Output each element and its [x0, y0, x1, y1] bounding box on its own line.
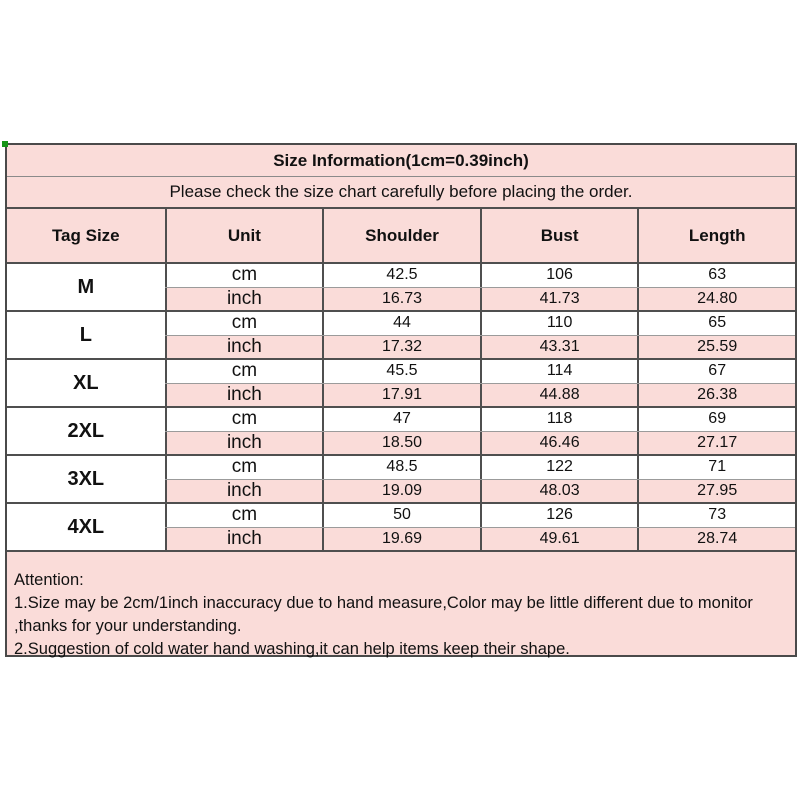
- shoulder-value: 17.32: [322, 336, 480, 359]
- bust-value: 106: [480, 264, 638, 287]
- tag-size-cell: 2XL: [7, 408, 165, 454]
- unit-cell: cm: [165, 504, 323, 527]
- inch-row: [165, 384, 795, 407]
- bust-value: 118: [480, 408, 638, 431]
- attention-line: 1.Size may be 2cm/1inch inaccuracy due to hand measure,Color may be little different due to monitor: [14, 594, 753, 612]
- inch-row: [165, 480, 795, 503]
- column-header-length: Length: [637, 209, 795, 262]
- inch-row: [165, 432, 795, 455]
- attention-line: 2.Suggestion of cold water hand washing,it can help items keep their shape.: [14, 640, 570, 658]
- shoulder-value: 19.69: [322, 528, 480, 551]
- size-row-group-m: [7, 262, 795, 310]
- unit-cell: inch: [165, 336, 323, 359]
- shoulder-value: 19.09: [322, 480, 480, 503]
- inch-row: [165, 528, 795, 551]
- bust-value: 48.03: [480, 480, 638, 503]
- size-row-group-l: [7, 310, 795, 358]
- length-value: 27.17: [637, 432, 795, 455]
- unit-cell: cm: [165, 408, 323, 431]
- shoulder-value: 18.50: [322, 432, 480, 455]
- unit-cell: cm: [165, 312, 323, 335]
- shoulder-value: 42.5: [322, 264, 480, 287]
- shoulder-value: 16.73: [322, 288, 480, 311]
- unit-cell: cm: [165, 360, 323, 383]
- bust-value: 122: [480, 456, 638, 479]
- bust-value: 41.73: [480, 288, 638, 311]
- shoulder-value: 48.5: [322, 456, 480, 479]
- length-value: 65: [637, 312, 795, 335]
- unit-cell: cm: [165, 264, 323, 287]
- length-value: 25.59: [637, 336, 795, 359]
- tag-size-cell: XL: [7, 360, 165, 406]
- inch-row: [165, 336, 795, 359]
- length-value: 26.38: [637, 384, 795, 407]
- column-header-bust: Bust: [480, 209, 638, 262]
- shoulder-value: 47: [322, 408, 480, 431]
- bust-value: 110: [480, 312, 638, 335]
- table-title: Size Information(1cm=0.39inch): [7, 145, 795, 177]
- cm-row: [165, 264, 795, 288]
- length-value: 73: [637, 504, 795, 527]
- bust-value: 44.88: [480, 384, 638, 407]
- cm-row: [165, 504, 795, 528]
- table-subtitle: Please check the size chart carefully before placing the order.: [7, 177, 795, 209]
- unit-cell: inch: [165, 384, 323, 407]
- cm-row: [165, 312, 795, 336]
- column-header-unit: Unit: [165, 209, 323, 262]
- shoulder-value: 17.91: [322, 384, 480, 407]
- unit-cell: inch: [165, 480, 323, 503]
- size-table: [5, 143, 797, 657]
- unit-cell: cm: [165, 456, 323, 479]
- inch-row: [165, 288, 795, 311]
- attention-note: [7, 550, 795, 658]
- bust-value: 43.31: [480, 336, 638, 359]
- length-value: 71: [637, 456, 795, 479]
- length-value: 69: [637, 408, 795, 431]
- bust-value: 126: [480, 504, 638, 527]
- length-value: 67: [637, 360, 795, 383]
- unit-cell: inch: [165, 528, 323, 551]
- length-value: 28.74: [637, 528, 795, 551]
- column-header-shoulder: Shoulder: [322, 209, 480, 262]
- unit-cell: inch: [165, 288, 323, 311]
- cm-row: [165, 408, 795, 432]
- attention-line: Attention:: [14, 571, 84, 589]
- table-header-row: [7, 209, 795, 262]
- shoulder-value: 44: [322, 312, 480, 335]
- tag-size-cell: 3XL: [7, 456, 165, 502]
- shoulder-value: 50: [322, 504, 480, 527]
- corner-marker: [2, 141, 8, 147]
- tag-size-cell: 4XL: [7, 504, 165, 550]
- size-row-group-2xl: [7, 406, 795, 454]
- length-value: 63: [637, 264, 795, 287]
- column-header-tag-size: Tag Size: [51, 225, 120, 245]
- length-value: 24.80: [637, 288, 795, 311]
- cm-row: [165, 360, 795, 384]
- attention-line: ,thanks for your understanding.: [14, 617, 242, 635]
- tag-size-cell: L: [7, 312, 165, 358]
- size-row-group-4xl: [7, 502, 795, 550]
- bust-value: 46.46: [480, 432, 638, 455]
- unit-cell: inch: [165, 432, 323, 455]
- shoulder-value: 45.5: [322, 360, 480, 383]
- bust-value: 49.61: [480, 528, 638, 551]
- length-value: 27.95: [637, 480, 795, 503]
- tag-size-cell: M: [7, 264, 165, 310]
- bust-value: 114: [480, 360, 638, 383]
- cm-row: [165, 456, 795, 480]
- size-row-group-3xl: [7, 454, 795, 502]
- size-row-group-xl: [7, 358, 795, 406]
